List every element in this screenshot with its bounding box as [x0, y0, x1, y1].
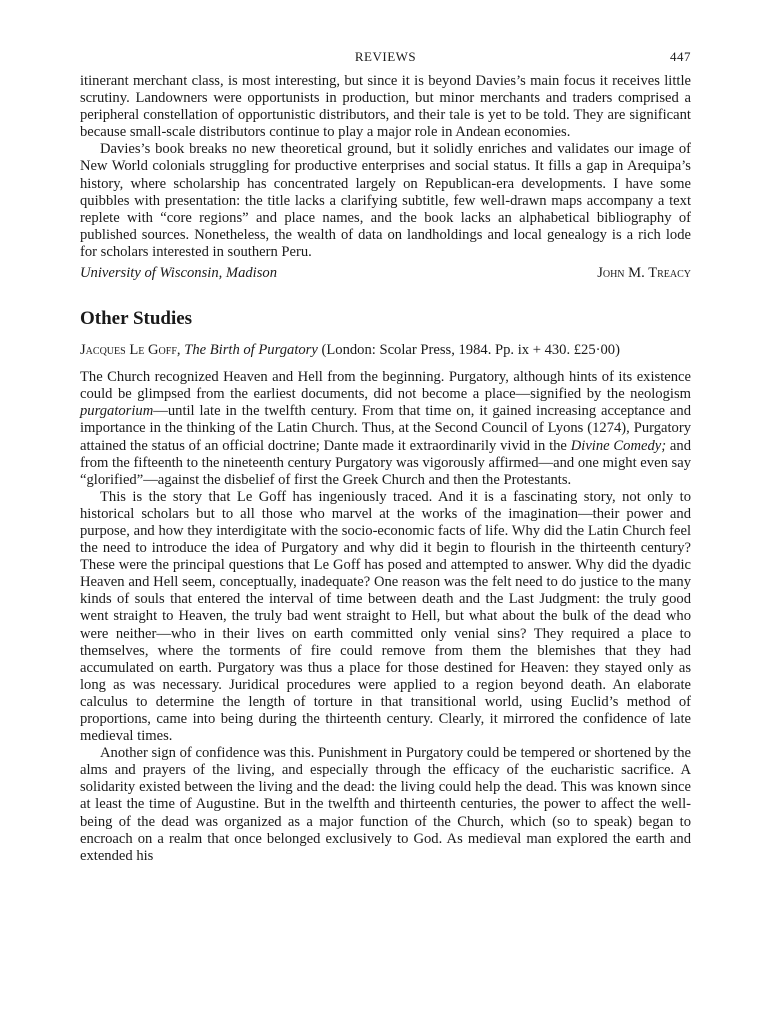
- review2-p1-part-a: The Church recognized Heaven and Hell from the beginning. Purgatory, although hints of its existence could be glimpsed from the earliest documents, did not become a place—signified by the neologism: [80, 369, 691, 403]
- document-page: [80, 0, 691, 865]
- review-le-goff: [80, 342, 691, 865]
- review2-paragraph-1: [80, 369, 691, 489]
- review2-paragraph-3: Another sign of confidence was this. Punishment in Purgatory could be tempered or shortened by the alms and prayers of the living, and especially through the efficacy of the eucharistic sacrifice. A solidarity existed between the living and the dead: the living could help the dead. This was known since at least the time of Augustine. But in the twelfth and thirteenth centuries, the power to affect the well-being of the dead was organized as a major function of the Church, which (so to speak) began to encroach on a realm that once belonged exclusively to God. As medieval man explored the earth and extended his: [80, 745, 691, 864]
- review2-p1-work-title: Divine Comedy;: [570, 437, 667, 454]
- review1-paragraph-2: Davies’s book breaks no new theoretical ground, but it solidly enriches and validates our image of New World colonials struggling for productive enterprises and social status. It fills a gap in Arequipa’s history, where scholarship has concentrated largely on Republican-era developments. I have some quibbles with presentation: the title lacks a clarifying subtitle, few well-drawn maps accompany a text replete with “core regions” and place names, and the book lacks an alphabetical bibliography of published sources. Nonetheless, the wealth of data on landholdings and local genealogy is a rich lode for scholars interested in southern Peru.: [80, 141, 691, 260]
- review1-signature: [80, 265, 691, 282]
- review2-p1-part-c: and from the fifteenth to the nineteenth century Purgatory was vigorously affirmed—and one might even say “glorified”—against the disbelief of first the Greek Church and then the Protestants.: [80, 437, 691, 488]
- review-davies-conclusion: [80, 73, 691, 282]
- reviewer-affiliation: University of Wisconsin, Madison: [80, 265, 278, 282]
- review2-paragraph-2: This is the story that Le Goff has ingeniously traced. And it is a fascinating story, not only to historical scholars but to all those who marvel at the works of the imagination—their power and purpose, and how they interdigitate with the socio-economic facts of life. Why did the Latin Church feel the need to introduce the idea of Purgatory and why did it begin to flourish in the thirteenth century? These were the principal questions that Le Goff has posed and attempted to answer. Why did the dyadic Heaven and Hell seem, conceptually, inadequate? One reason was the felt need to do justice to the many kinds of souls that entered the interval of time between death and the Last Judgment: the truly good went straight to Heaven, the truly bad went straight to Hell, but what about the bulk of the dead who were neither—who in their lives on earth committed only venial sins? They required a place to themselves, where the torments of fire could remove from them the blemishes that they had accumulated on earth. Purgatory was thus a place for those destined for Heaven: they stayed only as long as was necessary. Juridical procedures were applied to a region beyond death. An elaborate calculus to determine the length of torture in that transitional world, using Euclid’s method of proportions, came into being during the thirteenth century. Clearly, it mirrored the confidence of late medieval times.: [80, 488, 691, 745]
- book-publication-details: (London: Scolar Press, 1984. Pp. ix + 430. £25·00): [321, 342, 620, 359]
- review2-p1-term: purgatorium: [80, 403, 154, 420]
- section-heading: Other Studies: [80, 308, 193, 330]
- book-author: Jacques Le Goff,: [80, 342, 181, 359]
- running-header: [80, 49, 691, 73]
- book-title: The Birth of Purgatory: [184, 342, 318, 359]
- running-title: REVIEWS: [354, 49, 417, 64]
- book-citation: [80, 342, 691, 359]
- reviewer-name: John M. Treacy: [597, 265, 691, 282]
- review2-p1-part-b: —until late in the twelfth century. From that time on, it gained increasing acceptance and importance in the thinking of the Latin Church. Thus, at the Second Council of Lyons (1274), Purgatory attained the status of an official doctrine; Dante made it extraordinarily vivid in the: [80, 403, 691, 454]
- review1-paragraph-1: itinerant merchant class, is most interesting, but since it is beyond Davies’s main focus it receives little scrutiny. Landowners were opportunists in production, but minor merchants and traders comprised a peripheral constellation of opportunistic distributors, and their tale is yet to be told. They are significant because small-scale distributors continue to play a major role in Andean economies.: [80, 73, 691, 141]
- page-number: 447: [670, 49, 691, 64]
